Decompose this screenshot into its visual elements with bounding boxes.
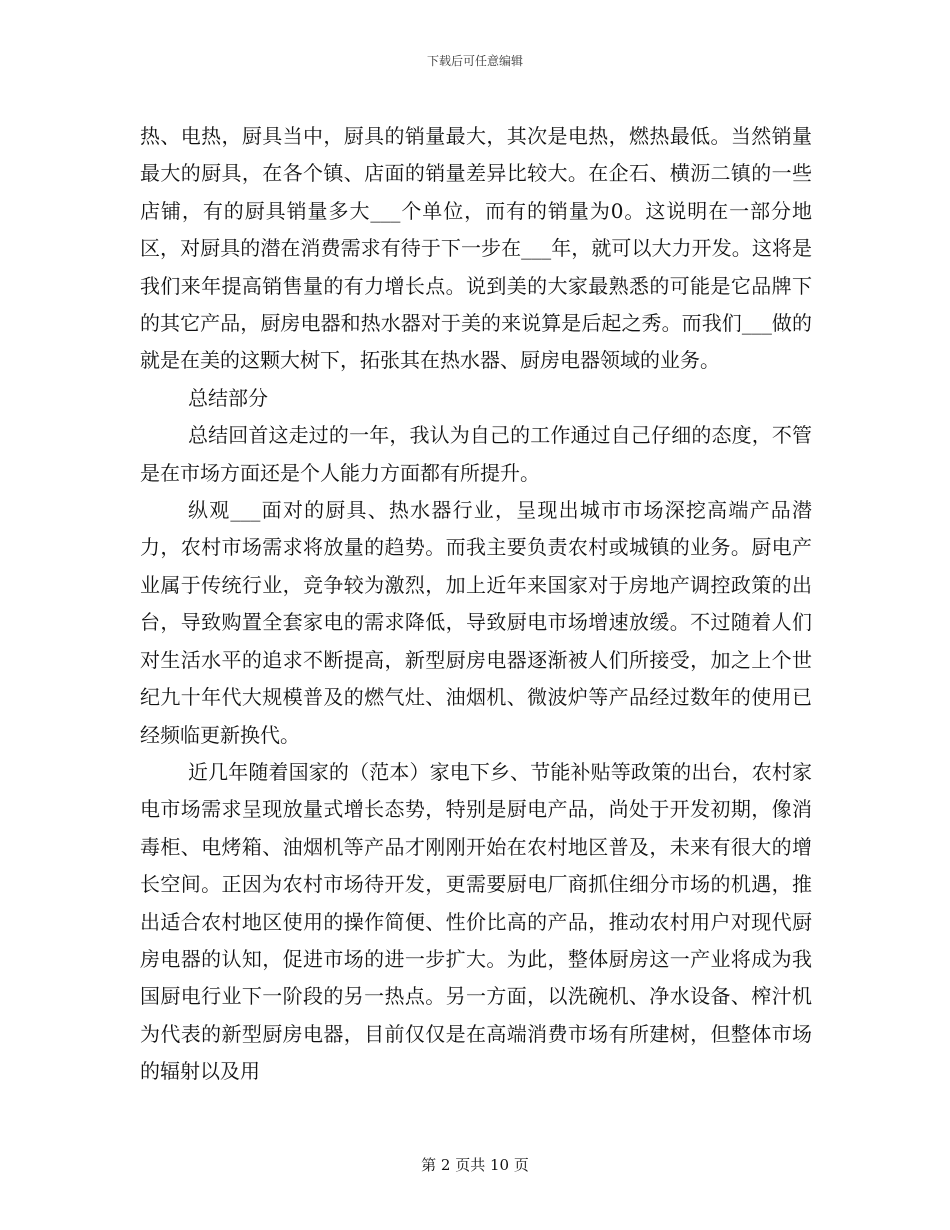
paragraph-industry-overview: 纵观___面对的厨具、热水器行业，呈现出城市市场深挖高端产品潜力，农村市场需求将放量的趋势。而我主要负责农村或城镇的业务。厨电产业属于传统行业，竞争较为激烈，加上近年来国家对于房地产调控政策的出台，导致购置全套家电的需求降低，导致厨电市场增速放缓。不过随着人们对生活水平的追求不断提高，新型厨房电器逐渐被人们所接受，加之上个世纪九十年代大规模普及的燃气灶、油烟机、微波炉等产品经过数年的使用已经频临更新换代。 <box>140 498 812 747</box>
page-header: 下载后可任意编辑 <box>426 54 523 68</box>
paragraph-rural-market: 近几年随着国家的（范本）家电下乡、节能补贴等政策的出台，农村家电市场需求呈现放量式增长态势，特别是厨电产品，尚处于开发初期，像消毒柜、电烤箱、油烟机等产品才刚刚开始在农村地区普及，未来有很大的增长空间。正因为农村市场待开发，更需要厨电厂商抓住细分市场的机遇，推出适合农村地区使用的操作简便、性价比高的产品，推动农村用户对现代厨房电器的认知，促进市场的进一步扩大。为此，整体厨房这一产业将成为我国厨电行业下一阶段的另一热点。另一方面，以洗碗机、净水设备、榨汁机为代表的新型厨房电器，目前仅仅是在高端消费市场有所建树，但整体市场的辐射以及用 <box>140 759 812 1084</box>
section-heading: 总结部分 <box>188 385 268 410</box>
paragraph-continued: 热、电热，厨具当中，厨具的销量最大，其次是电热，燃热最低。当然销量最大的厨具，在各个镇、店面的销量差异比较大。在企石、横沥二镇的一些店铺，有的厨具销量多大___个单位，而有的销量为0。这说明在一部分地区，对厨具的潜在消费需求有待于下一步在___年，就可以大力开发。这将是我们来年提高销售量的有力增长点。说到美的大家最熟悉的可能是它品牌下的其它产品，厨房电器和热水器对于美的来说算是后起之秀。而我们___做的就是在美的这颗大树下，拓张其在热水器、厨房电器领域的业务。 <box>140 124 812 373</box>
page-footer: 第 2 页共 10 页 <box>421 1156 529 1174</box>
document-body <box>140 118 812 1091</box>
paragraph-summary: 总结回首这走过的一年，我认为自己的工作通过自己仔细的态度，不管是在市场方面还是个人能力方面都有所提升。 <box>140 423 812 485</box>
